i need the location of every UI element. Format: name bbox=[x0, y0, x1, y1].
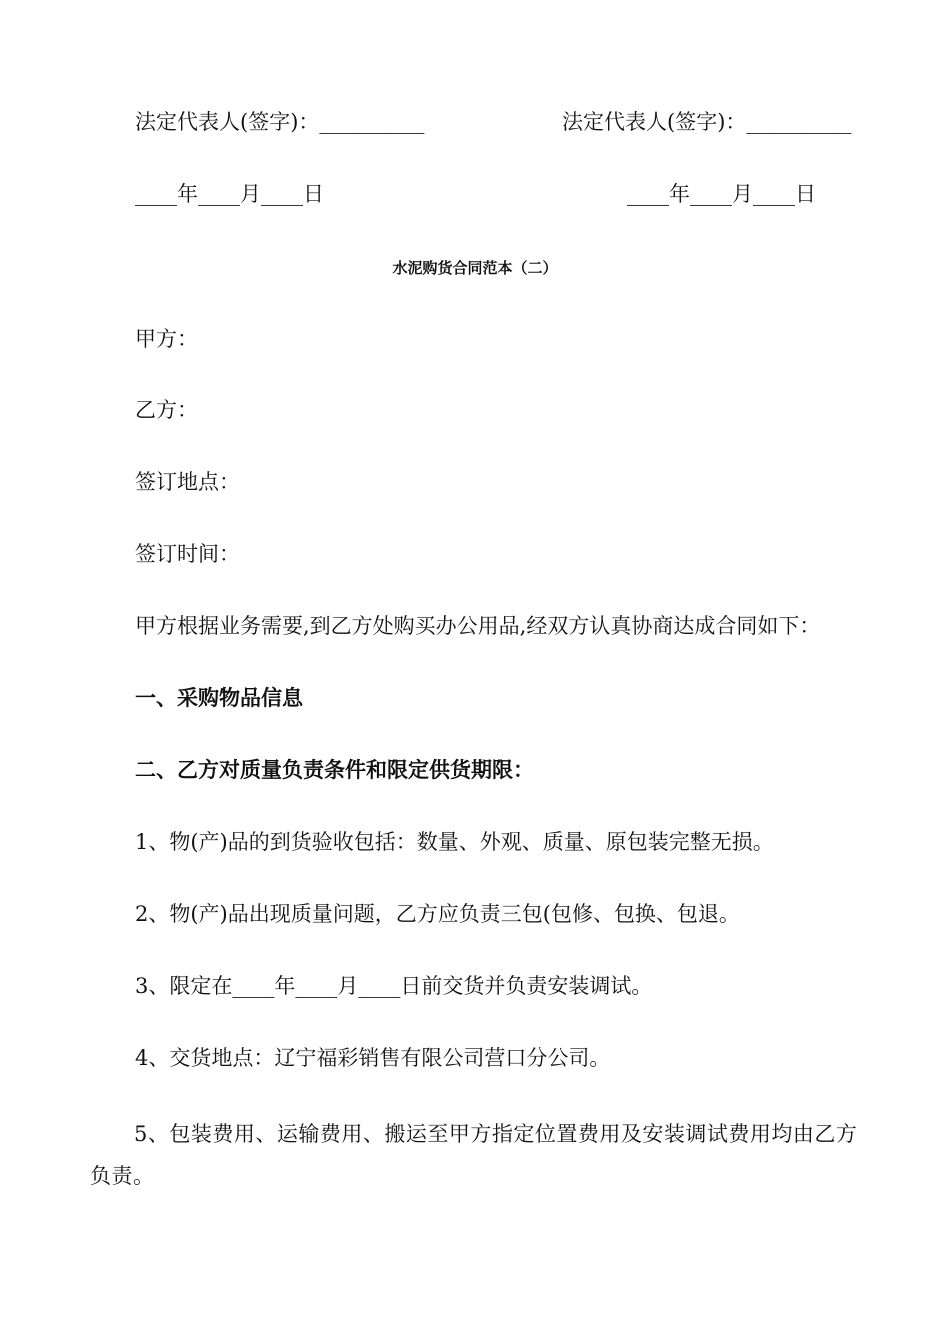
left-sign-date: ____年____月____日 bbox=[135, 182, 324, 206]
section-1-heading: 一、采购物品信息 bbox=[135, 686, 303, 710]
clause-4: 4、交货地点：辽宁福彩销售有限公司营口分公司。 bbox=[135, 1046, 611, 1070]
right-legal-rep-signature: 法定代表人(签字)：__________ bbox=[562, 110, 852, 134]
document-title: 水泥购货合同范本（二） bbox=[392, 259, 558, 277]
clause-3: 3、限定在____年____月____日前交货并负责安装调试。 bbox=[135, 974, 653, 998]
intro-paragraph: 甲方根据业务需要,到乙方处购买办公用品,经双方认真协商达成合同如下： bbox=[135, 614, 821, 638]
party-b-label: 乙方： bbox=[135, 398, 198, 422]
sign-time-label: 签订时间： bbox=[135, 542, 240, 566]
clause-2: 2、物(产)品出现质量问题，乙方应负责三包(包修、包换、包退。 bbox=[135, 902, 740, 926]
clause-1: 1、物(产)品的到货验收包括：数量、外观、质量、原包装完整无损。 bbox=[135, 830, 774, 854]
section-2-heading: 二、乙方对质量负责条件和限定供货期限： bbox=[135, 758, 534, 782]
left-legal-rep-signature: 法定代表人(签字)：__________ bbox=[135, 110, 425, 134]
clause-5: 5、包装费用、运输费用、搬运至甲方指定位置费用及安装调试费用均由乙方负责。 bbox=[90, 1122, 858, 1188]
right-sign-date: ____年____月____日 bbox=[627, 182, 816, 206]
party-a-label: 甲方： bbox=[135, 327, 198, 351]
sign-place-label: 签订地点： bbox=[135, 470, 240, 494]
